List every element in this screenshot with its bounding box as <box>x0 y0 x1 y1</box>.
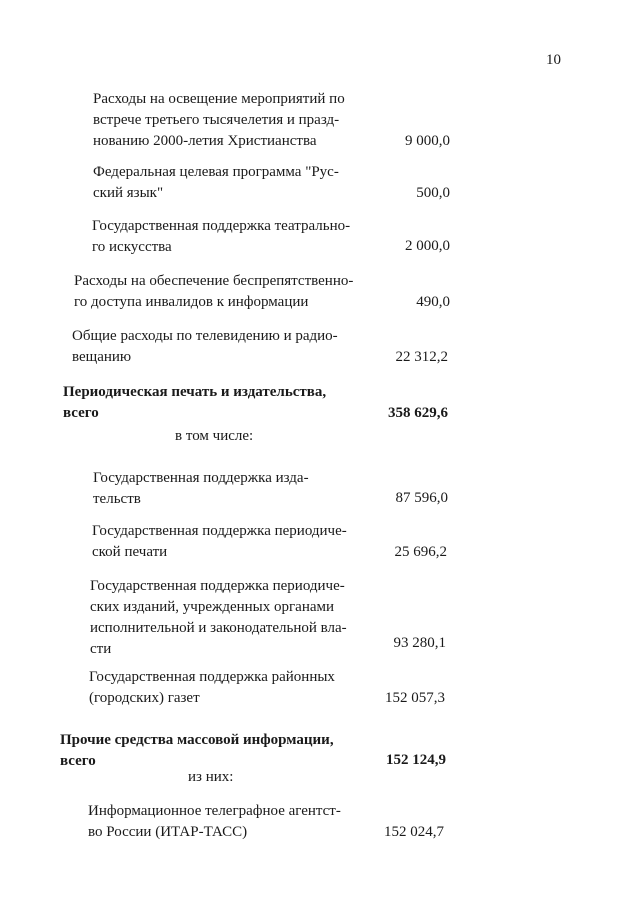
row-label: Общие расходы по телевидению и радио- вещанию <box>72 328 338 365</box>
section-title: Прочие средства массовой информации, всего <box>60 732 334 769</box>
row-label: Государственная поддержка периодиче- ских изданий, учрежденных органами исполнительной и законодательной вла- сти <box>90 578 347 657</box>
row-label: Информационное телеграфное агентст- во России (ИТАР-ТАСС) <box>88 803 341 840</box>
row-value: 152 024,7 <box>384 824 444 840</box>
row-label: Государственная поддержка изда- тельств <box>93 470 309 507</box>
row-label: Федеральная целевая программа "Рус- ский язык" <box>93 164 339 201</box>
row-label: Государственная поддержка театрально- го искусства <box>92 218 351 255</box>
row-value: 87 596,0 <box>395 490 448 506</box>
subsection-caption: в том числе: <box>175 428 254 444</box>
row-value: 25 696,2 <box>394 544 447 560</box>
row-value: 490,0 <box>416 294 450 310</box>
row-label: Расходы на освещение мероприятий по встрече третьего тысячелетия и празд- нованию 2000-летия Христианства <box>93 91 345 149</box>
row-value: 2 000,0 <box>405 238 450 254</box>
row-value: 93 280,1 <box>393 635 446 651</box>
row-label: Государственная поддержка периодиче- ской печати <box>92 523 347 560</box>
row-label: Расходы на обеспечение беспрепятственно- го доступа инвалидов к информации <box>74 273 354 310</box>
section-title: Периодическая печать и издательства, всего <box>63 384 327 421</box>
row-value: 9 000,0 <box>405 133 450 149</box>
page-number: 10 <box>546 52 561 68</box>
subsection-caption: из них: <box>188 769 234 785</box>
row-value: 152 057,3 <box>385 690 445 706</box>
row-value: 22 312,2 <box>395 349 448 365</box>
section-total: 358 629,6 <box>388 405 448 421</box>
row-value: 500,0 <box>416 185 450 201</box>
section-total: 152 124,9 <box>386 752 446 768</box>
row-label: Государственная поддержка районных (городских) газет <box>89 669 335 706</box>
